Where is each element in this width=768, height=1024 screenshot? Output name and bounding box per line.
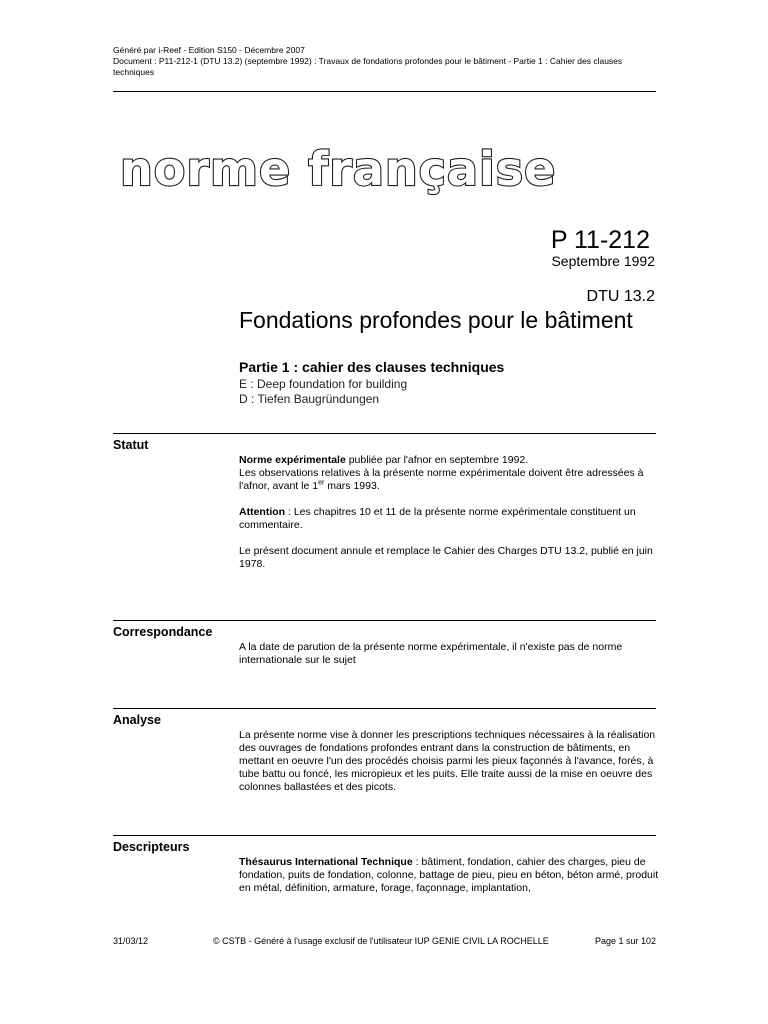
standard-date: Septembre 1992 bbox=[551, 253, 655, 269]
norme-experimentale-label: Norme expérimentale bbox=[239, 454, 346, 466]
dtu-reference: DTU 13.2 bbox=[586, 288, 655, 305]
correspondance-label: Correspondance bbox=[113, 625, 213, 639]
analyse-label: Analyse bbox=[113, 713, 161, 727]
correspondance-text: A la date de parution de la présente norme expérimentale, il n'existe pas de norme internationale sur le sujet bbox=[239, 641, 623, 666]
norme-francaise-logo bbox=[118, 140, 557, 200]
statut-label: Statut bbox=[113, 438, 149, 452]
footer-copyright: © CSTB - Généré à l'usage exclusif de l'utilisateur IUP GENIE CIVIL LA ROCHELLE bbox=[213, 936, 549, 946]
document-header bbox=[113, 45, 658, 78]
thesaurus-label: Thésaurus International Technique bbox=[239, 856, 413, 868]
logo-text: norme française bbox=[120, 142, 557, 196]
english-title: E : Deep foundation for building bbox=[239, 377, 408, 391]
header-generator-line: Généré par i-Reef - Edition S150 - Décembre 2007 bbox=[113, 45, 305, 55]
analyse-divider bbox=[113, 708, 656, 709]
footer-date: 31/03/12 bbox=[113, 936, 149, 946]
standard-code: P 11-212 bbox=[550, 226, 650, 254]
document-title: Fondations profondes pour le bâtiment bbox=[239, 307, 633, 333]
attention-label: Attention bbox=[239, 506, 286, 518]
part-title: Partie 1 : cahier des clauses techniques bbox=[239, 359, 505, 375]
descripteurs-label: Descripteurs bbox=[113, 840, 190, 854]
correspondance-divider bbox=[113, 620, 656, 621]
header-document-line: Document : P11-212-1 (DTU 13.2) (septembre 1992) : Travaux de fondations profondes pour le bâtiment - Partie 1 : Cahier des clauses techniques bbox=[113, 56, 623, 77]
descripteurs-divider bbox=[113, 835, 656, 836]
statut-divider bbox=[113, 433, 656, 434]
footer-page-number: Page 1 sur 102 bbox=[594, 936, 656, 946]
analyse-text: La présente norme vise à donner les prescriptions techniques nécessaires à la réalisation des ouvrages de fondations profondes entrant dans la construction de bâtiments, en mettant en oeuvre l'un des procédés choisis parmi les pieux façonnés à l'avance, forés, à tube battu ou foncé, les micropieux et les puits. Elle traite aussi de la mise en oeuvre des colonnes ballastées et des picots. bbox=[239, 729, 656, 793]
descripteurs-text: Thésaurus International Technique : bâtiment, fondation, cahier des charges, pieu de fondation, puits de fondation, colonne, battage de pieu, pieu en béton, béton armé, produit en métal, définition, armature, forage, façonnage, implantation, bbox=[239, 856, 659, 894]
statut-paragraph-2: Attention : Les chapitres 10 et 11 de la présente norme expérimentale constituent un commentaire. bbox=[239, 506, 636, 531]
statut-body bbox=[239, 454, 659, 571]
german-title: D : Tiefen Baugründungen bbox=[239, 392, 380, 406]
statut-paragraph-3: Le présent document annule et remplace le Cahier des Charges DTU 13.2, publié en juin 1978. bbox=[239, 545, 653, 570]
statut-paragraph-1: Norme expérimentale publiée par l'afnor en septembre 1992. Les observations relatives à la présente norme expérimentale doivent être adressées à l'afnor, avant le 1er mars 1993. bbox=[239, 454, 644, 492]
header-divider bbox=[113, 91, 656, 92]
